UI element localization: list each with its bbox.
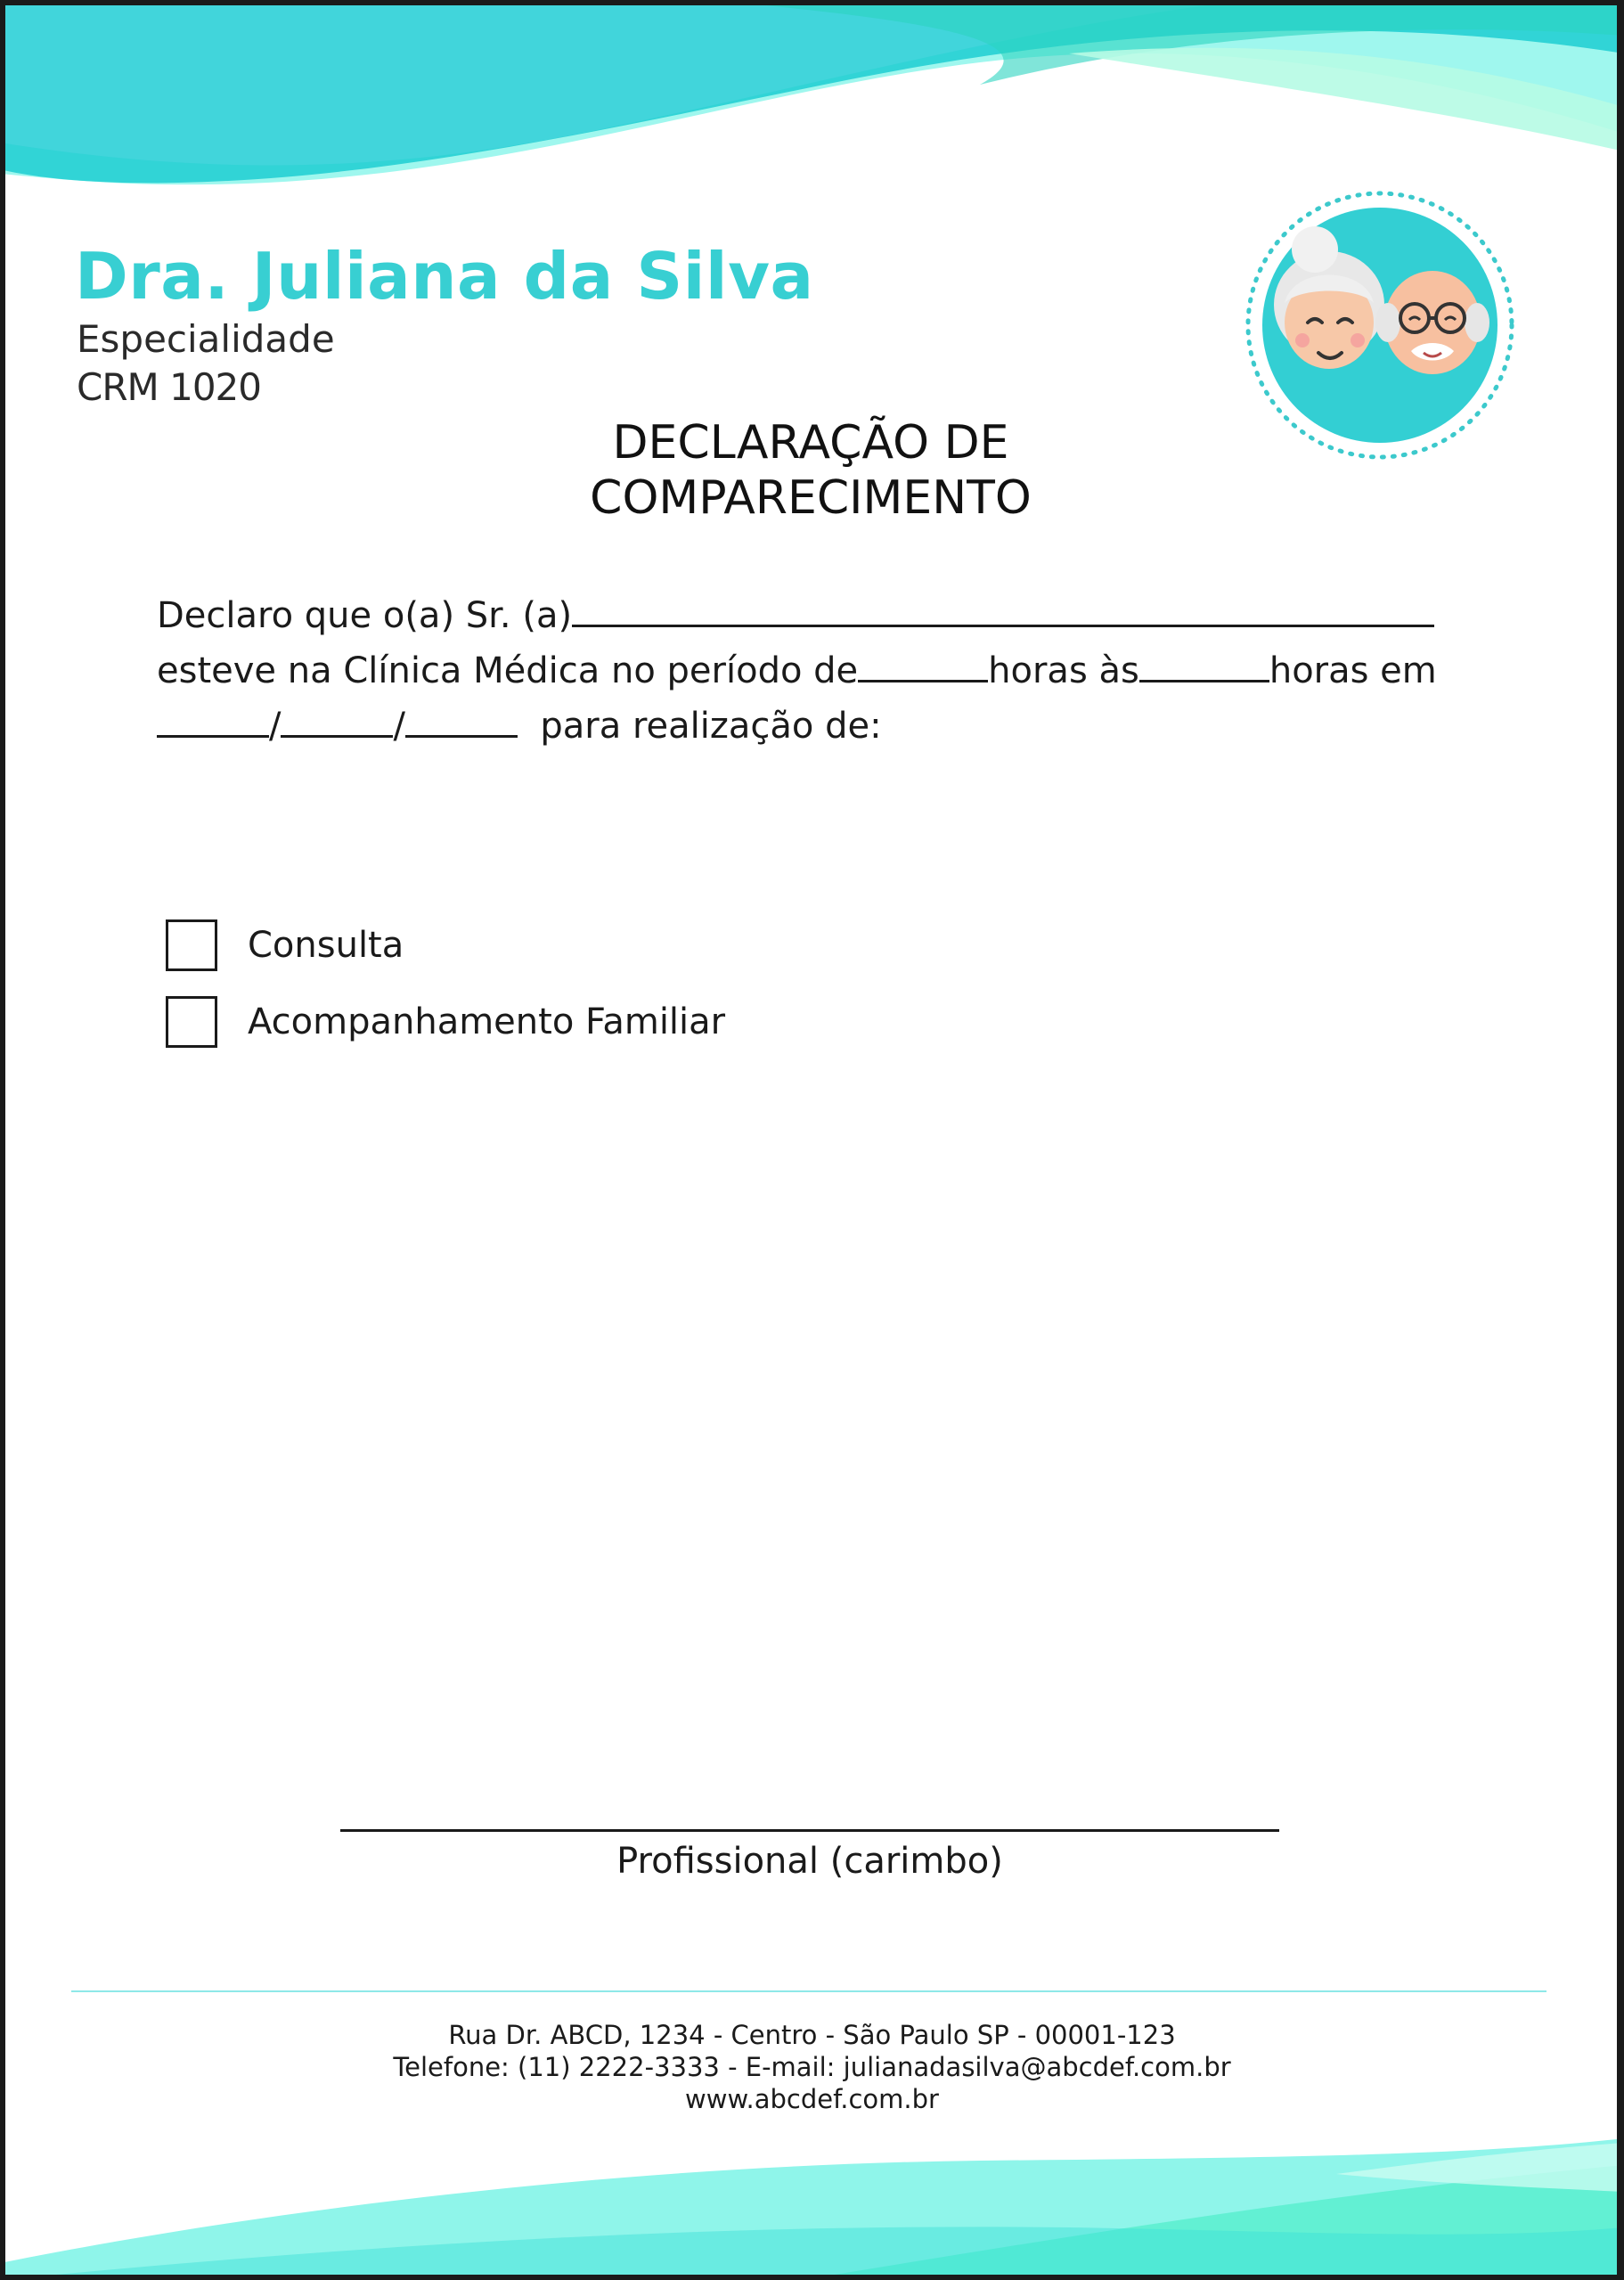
doctor-name: Dra. Juliana da Silva <box>75 239 814 314</box>
end-hour-field[interactable] <box>1139 644 1269 682</box>
footer-divider <box>71 1990 1546 1992</box>
top-wave-decoration <box>0 0 1624 205</box>
date-month-field[interactable] <box>281 699 393 738</box>
signature-label: Profissional (carimbo) <box>616 1841 1003 1882</box>
option-acompanhamento <box>166 994 725 1050</box>
bottom-wave-decoration <box>0 2138 1624 2280</box>
acompanhamento-checkbox[interactable] <box>166 996 217 1048</box>
title-line-2: COMPARECIMENTO <box>590 471 1032 525</box>
footer-website: www.abcdef.com.br <box>685 2084 939 2114</box>
statement-period-text: esteve na Clínica Médica no período de <box>157 650 859 691</box>
statement-purpose: para realização de: <box>517 706 882 747</box>
option-label: Acompanhamento Familiar <box>248 1001 726 1042</box>
patient-name-field[interactable] <box>572 589 1434 627</box>
declaration-statement <box>157 588 1465 754</box>
signature-line[interactable] <box>340 1829 1279 1832</box>
doctor-specialty: Especialidade <box>77 317 335 361</box>
consulta-checkbox[interactable] <box>166 919 217 971</box>
statement-hours-on: horas em <box>1269 650 1437 691</box>
statement-line-2 <box>157 643 1465 699</box>
date-separator: / <box>269 706 282 747</box>
statement-line-1 <box>157 588 1465 643</box>
option-label: Consulta <box>248 925 404 966</box>
footer-phone-email: Telefone: (11) 2222-3333 - E-mail: julianadasilva@abcdef.com.br <box>393 2052 1231 2082</box>
document-title <box>499 415 1122 526</box>
doctor-crm: CRM 1020 <box>77 365 261 409</box>
date-day-field[interactable] <box>157 699 269 738</box>
option-consulta <box>166 918 725 973</box>
statement-line-3 <box>157 699 1465 754</box>
date-separator: / <box>393 706 405 747</box>
attendance-options <box>166 918 725 1071</box>
footer-address: Rua Dr. ABCD, 1234 - Centro - São Paulo SP - 00001-123 <box>448 2020 1176 2050</box>
elderly-couple-icon <box>1244 189 1516 462</box>
statement-hours-to: horas às <box>988 650 1139 691</box>
footer-contact <box>267 2019 1357 2115</box>
statement-intro: Declaro que o(a) Sr. (a) <box>157 595 573 636</box>
start-hour-field[interactable] <box>858 644 988 682</box>
date-year-field[interactable] <box>405 699 518 738</box>
title-line-1: DECLARAÇÃO DE <box>612 416 1009 470</box>
